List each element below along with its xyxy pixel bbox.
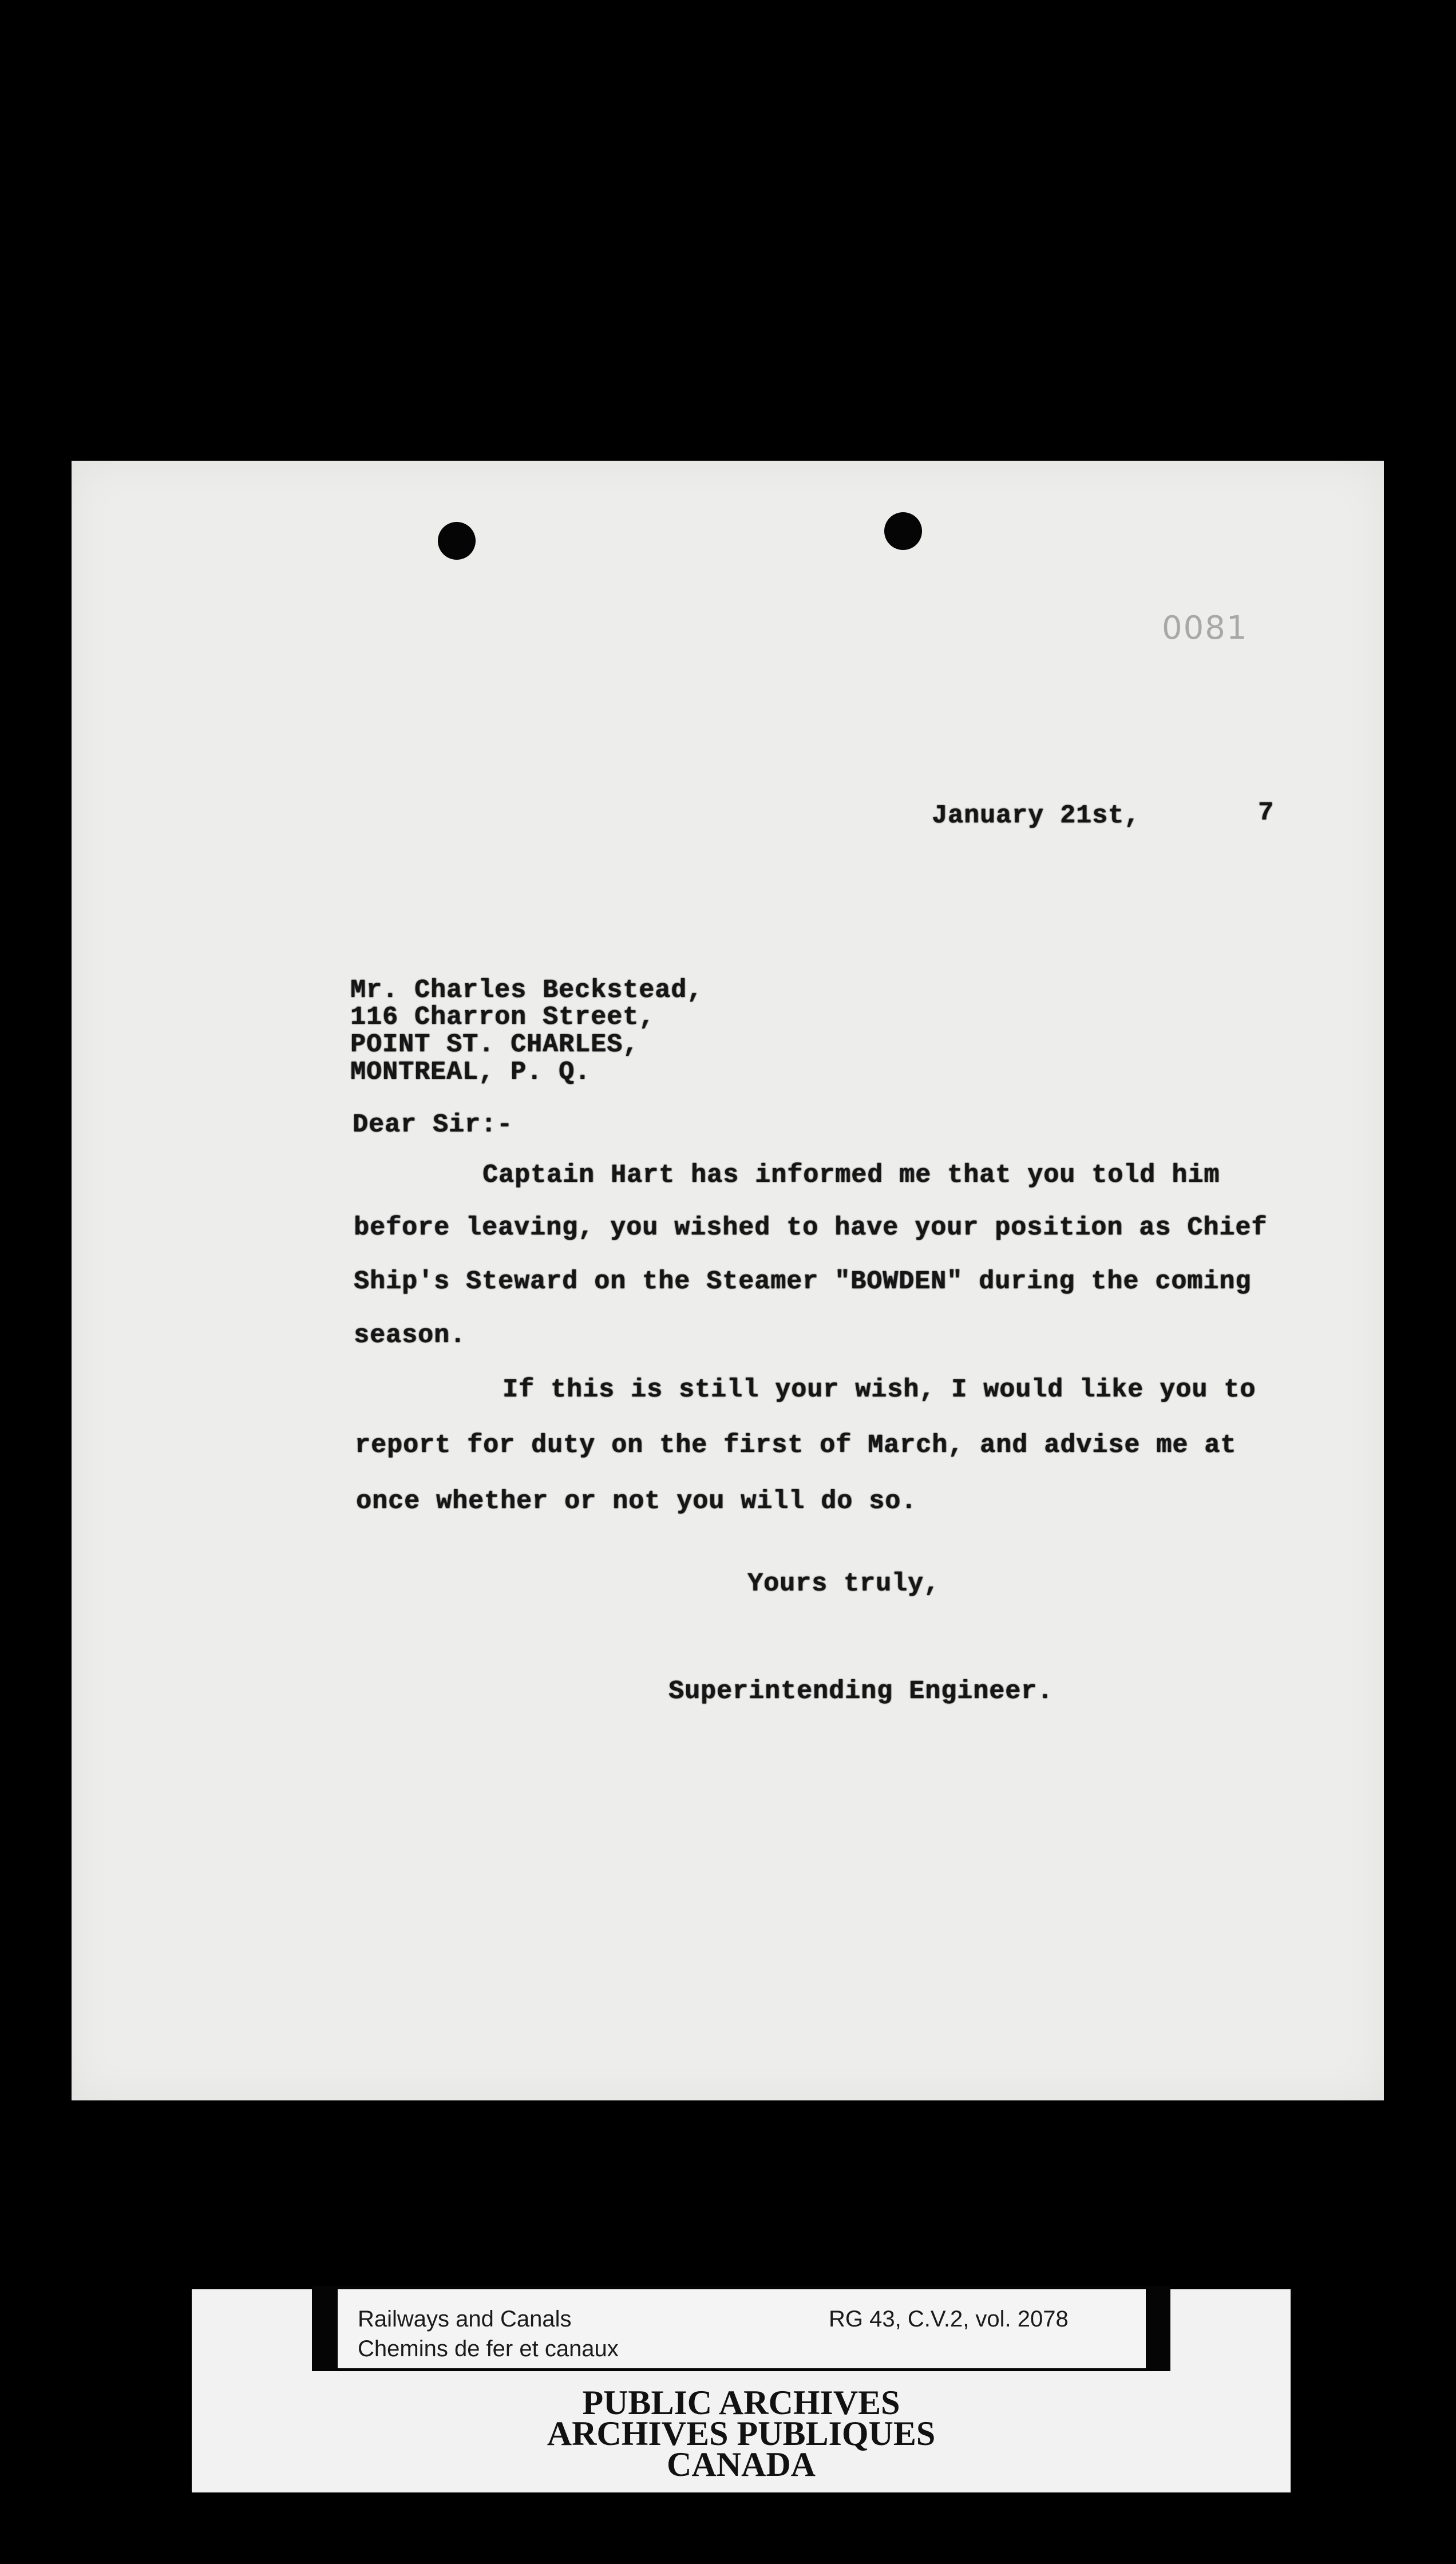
salutation: Dear Sir:- <box>353 1110 513 1139</box>
address-line: MONTREAL, P. Q. <box>350 1058 591 1087</box>
institution-line: CANADA <box>667 2446 816 2483</box>
body-line: once whether or not you will do so. <box>356 1487 917 1516</box>
department-en: Railways and Canals <box>358 2306 572 2332</box>
body-line: If this is still your wish, I would like you to <box>503 1375 1256 1404</box>
closing: Yours truly, <box>747 1569 940 1598</box>
signature-title: Superintending Engineer. <box>668 1677 1054 1706</box>
pencil-page-number: 0081 <box>1162 610 1248 647</box>
punch-hole <box>884 512 922 550</box>
body-line: season. <box>354 1321 466 1350</box>
body-line: Ship's Steward on the Steamer "BOWDEN" during the coming <box>354 1267 1252 1296</box>
address-line: POINT ST. CHARLES, <box>350 1030 639 1059</box>
address-line: 116 Charron Street, <box>350 1003 655 1032</box>
archive-reference: RG 43, C.V.2, vol. 2078 <box>829 2306 1069 2332</box>
institution-line: ARCHIVES PUBLIQUES <box>547 2415 936 2452</box>
letter-date: January 21st, <box>932 801 1141 830</box>
body-line: report for duty on the first of March, and advise me at <box>355 1431 1237 1460</box>
body-line: Captain Hart has informed me that you told him <box>482 1161 1220 1190</box>
date-mark: 7 <box>1258 798 1275 828</box>
institution-line: PUBLIC ARCHIVES <box>582 2384 900 2421</box>
punch-hole <box>438 522 476 560</box>
body-line: before leaving, you wished to have your position as Chief <box>354 1213 1268 1243</box>
department-fr: Chemins de fer et canaux <box>358 2336 619 2361</box>
address-line: Mr. Charles Beckstead, <box>350 976 703 1005</box>
